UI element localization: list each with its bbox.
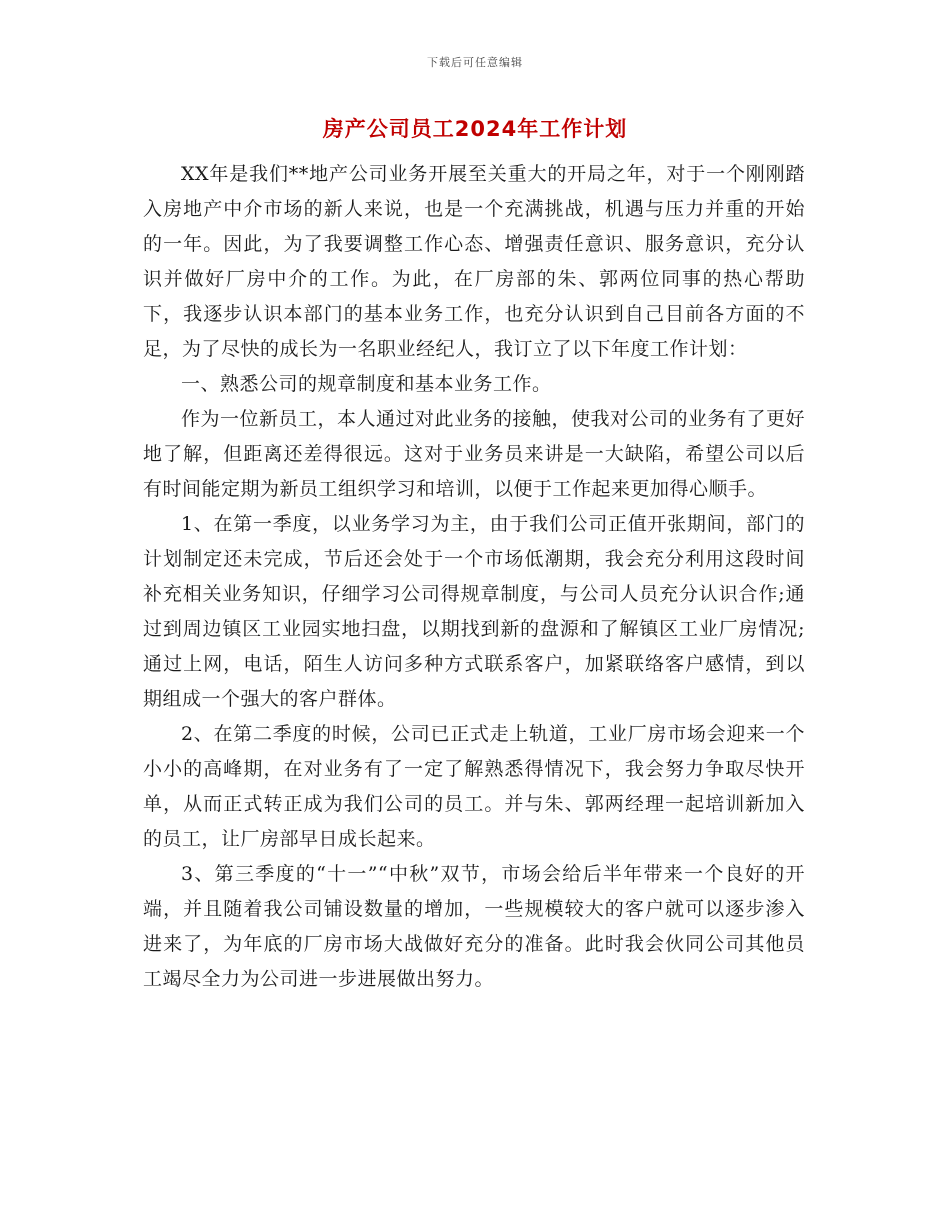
- header-note: 下载后可任意编辑: [427, 56, 523, 69]
- paragraph-section-heading: 一、熟悉公司的规章制度和基本业务工作。: [181, 373, 552, 395]
- paragraph-q1: 1、在第一季度，以业务学习为主，由于我们公司正值开张期间，部门的计划制定还未完成，节后还会处于一个市场低潮期，我会充分利用这段时间补充相关业务知识，仔细学习公司得规章制度，与公司人员充分认识合作;通过到周边镇区工业园实地扫盘，以期找到新的盘源和了解镇区工业厂房情况;通过上网，电话，陌生人访问多种方式联系客户，加紧联络客户感情，到以期组成一个强大的客户群体。: [143, 513, 805, 710]
- paragraph-q2: 2、在第二季度的时候，公司已正式走上轨道，工业厂房市场会迎来一个小小的高峰期，在对业务有了一定了解熟悉得情况下，我会努力争取尽快开单，从而正式转正成为我们公司的员工。并与朱、郭两经理一起培训新加入的员工，让厂房部早日成长起来。: [143, 723, 805, 850]
- paragraph-intro: XX年是我们**地产公司业务开展至关重大的开局之年，对于一个刚刚踏入房地产中介市场的新人来说，也是一个充满挑战，机遇与压力并重的开始的一年。因此，为了我要调整工作心态、增强责任意识、服务意识，充分认识并做好厂房中介的工作。为此，在厂房部的朱、郭两位同事的热心帮助下，我逐步认识本部门的基本业务工作，也充分认识到自己目前各方面的不足，为了尽快的成长为一名职业经纪人，我订立了以下年度工作计划：: [143, 163, 805, 360]
- document-body: [143, 157, 805, 997]
- document-title: 房产公司员工2024年工作计划: [322, 117, 628, 141]
- paragraph-q3: 3、第三季度的“十一”“中秋”双节，市场会给后半年带来一个良好的开端，并且随着我公司铺设数量的增加，一些规模较大的客户就可以逐步渗入进来了，为年底的厂房市场大战做好充分的准备。此时我会伙同公司其他员工竭尽全力为公司进一步进展做出努力。: [143, 863, 805, 990]
- paragraph-new-employee: 作为一位新员工，本人通过对此业务的接触，使我对公司的业务有了更好地了解，但距离还差得很远。这对于业务员来讲是一大缺陷，希望公司以后有时间能定期为新员工组织学习和培训，以便于工作起来更加得心顺手。: [143, 408, 806, 500]
